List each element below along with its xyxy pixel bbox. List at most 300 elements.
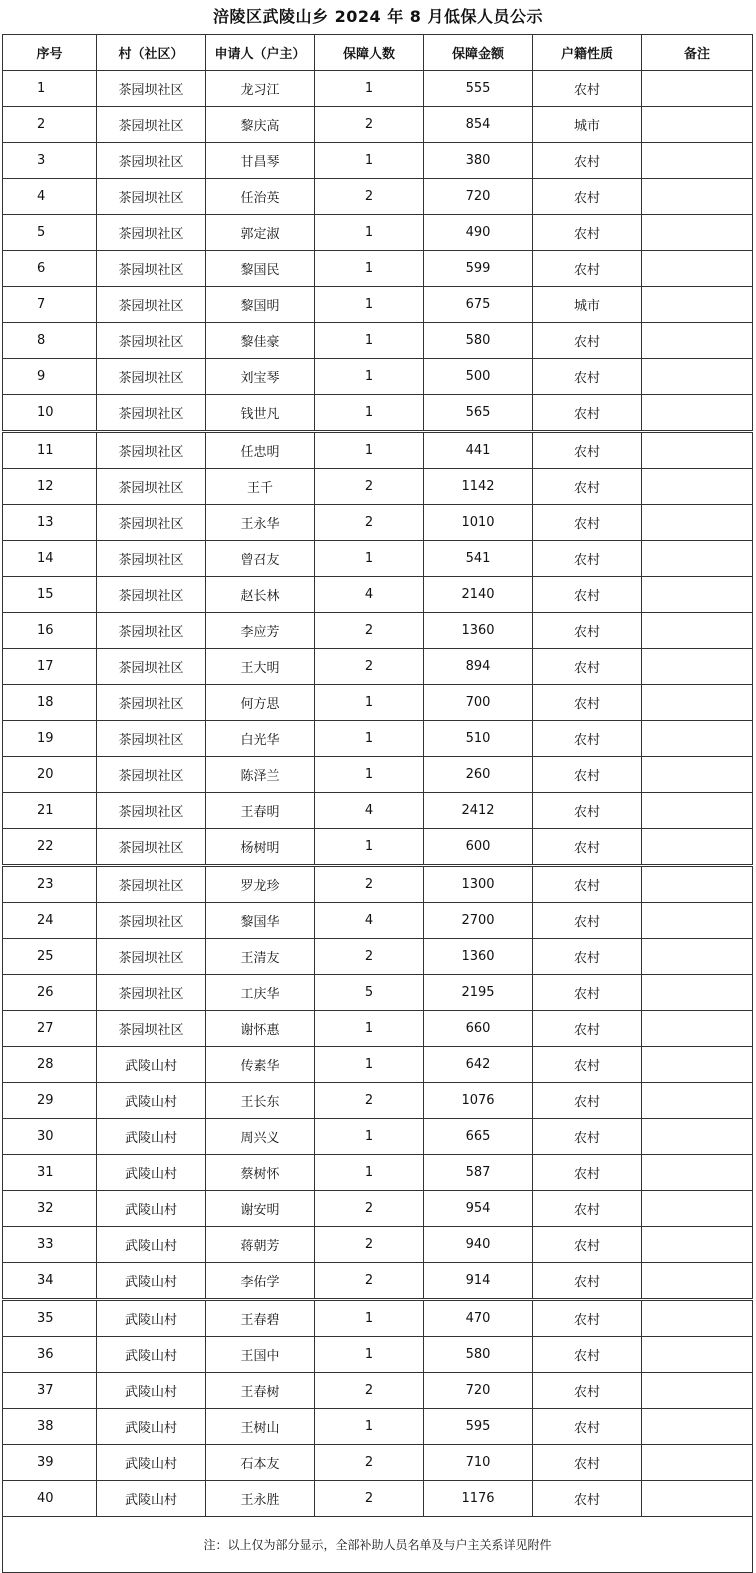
- cell-people-count: 1: [315, 359, 424, 395]
- cell-amount: 940: [424, 1227, 533, 1263]
- table-row: [3, 939, 753, 975]
- cell-village: 茶园坝社区: [97, 251, 206, 287]
- cell-residence-type: 农村: [533, 469, 642, 505]
- cell-amount: 914: [424, 1263, 533, 1300]
- cell-people-count: 2: [315, 1083, 424, 1119]
- cell-seq: 16: [3, 613, 97, 649]
- cell-amount: 599: [424, 251, 533, 287]
- cell-remarks: [642, 1481, 753, 1517]
- cell-people-count: 1: [315, 251, 424, 287]
- cell-amount: 470: [424, 1300, 533, 1337]
- cell-seq: 12: [3, 469, 97, 505]
- cell-remarks: [642, 215, 753, 251]
- cell-remarks: [642, 1373, 753, 1409]
- cell-people-count: 1: [315, 432, 424, 469]
- cell-remarks: [642, 649, 753, 685]
- cell-people-count: 2: [315, 1445, 424, 1481]
- cell-village: 茶园坝社区: [97, 1011, 206, 1047]
- cell-residence-type: 城市: [533, 107, 642, 143]
- table-row: [3, 1481, 753, 1517]
- header-village: 村（社区）: [97, 35, 206, 71]
- cell-remarks: [642, 1155, 753, 1191]
- cell-applicant: 甘昌琴: [206, 143, 315, 179]
- cell-remarks: [642, 903, 753, 939]
- cell-seq: 7: [3, 287, 97, 323]
- table-row: [3, 1445, 753, 1481]
- cell-seq: 28: [3, 1047, 97, 1083]
- table-row: [3, 1155, 753, 1191]
- cell-amount: 380: [424, 143, 533, 179]
- cell-residence-type: 农村: [533, 1373, 642, 1409]
- cell-applicant: 王树山: [206, 1409, 315, 1445]
- cell-seq: 37: [3, 1373, 97, 1409]
- cell-residence-type: 农村: [533, 577, 642, 613]
- table-row: [3, 577, 753, 613]
- cell-people-count: 1: [315, 323, 424, 359]
- cell-remarks: [642, 143, 753, 179]
- cell-residence-type: 农村: [533, 1263, 642, 1300]
- table-row: [3, 505, 753, 541]
- cell-applicant: 黎佳豪: [206, 323, 315, 359]
- cell-people-count: 4: [315, 577, 424, 613]
- cell-residence-type: 农村: [533, 359, 642, 395]
- cell-village: 茶园坝社区: [97, 975, 206, 1011]
- cell-people-count: 5: [315, 975, 424, 1011]
- cell-village: 武陵山村: [97, 1481, 206, 1517]
- cell-residence-type: 农村: [533, 903, 642, 939]
- cell-village: 茶园坝社区: [97, 505, 206, 541]
- cell-applicant: 黎国华: [206, 903, 315, 939]
- cell-residence-type: 农村: [533, 251, 642, 287]
- cell-amount: 2140: [424, 577, 533, 613]
- cell-seq: 6: [3, 251, 97, 287]
- cell-residence-type: 农村: [533, 215, 642, 251]
- cell-remarks: [642, 685, 753, 721]
- cell-remarks: [642, 1011, 753, 1047]
- cell-applicant: 传素华: [206, 1047, 315, 1083]
- cell-seq: 21: [3, 793, 97, 829]
- cell-residence-type: 农村: [533, 323, 642, 359]
- cell-village: 茶园坝社区: [97, 685, 206, 721]
- cell-seq: 2: [3, 107, 97, 143]
- cell-village: 茶园坝社区: [97, 215, 206, 251]
- cell-applicant: 陈泽兰: [206, 757, 315, 793]
- cell-applicant: 王春明: [206, 793, 315, 829]
- cell-residence-type: 农村: [533, 179, 642, 215]
- cell-people-count: 2: [315, 107, 424, 143]
- cell-applicant: 曾召友: [206, 541, 315, 577]
- cell-remarks: [642, 359, 753, 395]
- cell-amount: 1076: [424, 1083, 533, 1119]
- table-row: [3, 1300, 753, 1337]
- cell-residence-type: 农村: [533, 395, 642, 432]
- table-row: [3, 613, 753, 649]
- cell-village: 茶园坝社区: [97, 469, 206, 505]
- table-row: [3, 1191, 753, 1227]
- cell-people-count: 1: [315, 1047, 424, 1083]
- cell-amount: 894: [424, 649, 533, 685]
- cell-remarks: [642, 395, 753, 432]
- cell-residence-type: 农村: [533, 866, 642, 903]
- cell-people-count: 2: [315, 1191, 424, 1227]
- table-row: [3, 1227, 753, 1263]
- cell-applicant: 龙习江: [206, 71, 315, 107]
- table-row: [3, 251, 753, 287]
- cell-seq: 23: [3, 866, 97, 903]
- cell-village: 武陵山村: [97, 1119, 206, 1155]
- cell-village: 茶园坝社区: [97, 866, 206, 903]
- cell-village: 茶园坝社区: [97, 613, 206, 649]
- table-row: [3, 179, 753, 215]
- cell-people-count: 1: [315, 1337, 424, 1373]
- cell-applicant: 罗龙珍: [206, 866, 315, 903]
- cell-residence-type: 农村: [533, 975, 642, 1011]
- cell-residence-type: 农村: [533, 1337, 642, 1373]
- cell-amount: 441: [424, 432, 533, 469]
- table-row: [3, 1011, 753, 1047]
- cell-amount: 580: [424, 323, 533, 359]
- cell-seq: 30: [3, 1119, 97, 1155]
- cell-village: 茶园坝社区: [97, 323, 206, 359]
- cell-village: 茶园坝社区: [97, 793, 206, 829]
- note-row: [3, 1517, 753, 1573]
- cell-remarks: [642, 432, 753, 469]
- table-row: [3, 287, 753, 323]
- cell-people-count: 1: [315, 1409, 424, 1445]
- cell-remarks: [642, 469, 753, 505]
- cell-amount: 1142: [424, 469, 533, 505]
- cell-seq: 5: [3, 215, 97, 251]
- cell-amount: 510: [424, 721, 533, 757]
- cell-people-count: 2: [315, 939, 424, 975]
- cell-village: 茶园坝社区: [97, 541, 206, 577]
- cell-seq: 25: [3, 939, 97, 975]
- cell-people-count: 4: [315, 903, 424, 939]
- cell-village: 茶园坝社区: [97, 395, 206, 432]
- cell-applicant: 谢安明: [206, 1191, 315, 1227]
- cell-seq: 18: [3, 685, 97, 721]
- cell-applicant: 王大明: [206, 649, 315, 685]
- cell-seq: 3: [3, 143, 97, 179]
- cell-village: 茶园坝社区: [97, 287, 206, 323]
- cell-residence-type: 农村: [533, 1481, 642, 1517]
- cell-amount: 1010: [424, 505, 533, 541]
- cell-amount: 665: [424, 1119, 533, 1155]
- table-row: [3, 721, 753, 757]
- cell-village: 茶园坝社区: [97, 179, 206, 215]
- cell-seq: 17: [3, 649, 97, 685]
- cell-remarks: [642, 757, 753, 793]
- cell-seq: 9: [3, 359, 97, 395]
- cell-village: 茶园坝社区: [97, 939, 206, 975]
- cell-seq: 31: [3, 1155, 97, 1191]
- cell-residence-type: 农村: [533, 649, 642, 685]
- cell-residence-type: 农村: [533, 793, 642, 829]
- cell-people-count: 1: [315, 721, 424, 757]
- cell-residence-type: 农村: [533, 829, 642, 866]
- cell-amount: 720: [424, 179, 533, 215]
- cell-residence-type: 农村: [533, 1155, 642, 1191]
- cell-applicant: 李应芳: [206, 613, 315, 649]
- table-row: [3, 1263, 753, 1300]
- cell-amount: 720: [424, 1373, 533, 1409]
- cell-village: 茶园坝社区: [97, 432, 206, 469]
- cell-applicant: 王长东: [206, 1083, 315, 1119]
- cell-people-count: 2: [315, 649, 424, 685]
- cell-village: 武陵山村: [97, 1155, 206, 1191]
- table-row: [3, 757, 753, 793]
- cell-seq: 13: [3, 505, 97, 541]
- cell-amount: 710: [424, 1445, 533, 1481]
- cell-residence-type: 农村: [533, 71, 642, 107]
- header-amount: 保障金额: [424, 35, 533, 71]
- cell-residence-type: 农村: [533, 685, 642, 721]
- table-row: [3, 1409, 753, 1445]
- cell-people-count: 1: [315, 1011, 424, 1047]
- cell-people-count: 2: [315, 469, 424, 505]
- cell-amount: 595: [424, 1409, 533, 1445]
- cell-amount: 2195: [424, 975, 533, 1011]
- cell-people-count: 2: [315, 613, 424, 649]
- cell-village: 武陵山村: [97, 1445, 206, 1481]
- cell-amount: 1176: [424, 1481, 533, 1517]
- cell-seq: 36: [3, 1337, 97, 1373]
- cell-residence-type: 农村: [533, 143, 642, 179]
- cell-applicant: 蒋朝芳: [206, 1227, 315, 1263]
- cell-village: 武陵山村: [97, 1337, 206, 1373]
- table-row: [3, 866, 753, 903]
- table-row: [3, 143, 753, 179]
- cell-amount: 660: [424, 1011, 533, 1047]
- cell-applicant: 王清友: [206, 939, 315, 975]
- cell-applicant: 任治英: [206, 179, 315, 215]
- document-title: 涪陵区武陵山乡 2024 年 8 月低保人员公示: [213, 7, 543, 26]
- cell-remarks: [642, 1119, 753, 1155]
- cell-remarks: [642, 1409, 753, 1445]
- cell-village: 茶园坝社区: [97, 829, 206, 866]
- footnote: 注：以上仅为部分显示，全部补助人员名单及与户主关系详见附件: [3, 1517, 753, 1573]
- cell-remarks: [642, 1227, 753, 1263]
- cell-seq: 39: [3, 1445, 97, 1481]
- cell-seq: 38: [3, 1409, 97, 1445]
- table-row: [3, 323, 753, 359]
- cell-seq: 20: [3, 757, 97, 793]
- cell-people-count: 2: [315, 866, 424, 903]
- cell-applicant: 王永胜: [206, 1481, 315, 1517]
- cell-remarks: [642, 829, 753, 866]
- cell-amount: 541: [424, 541, 533, 577]
- table-header-row: [3, 35, 753, 71]
- cell-residence-type: 农村: [533, 1445, 642, 1481]
- cell-residence-type: 农村: [533, 939, 642, 975]
- table-row: [3, 432, 753, 469]
- cell-remarks: [642, 1337, 753, 1373]
- cell-remarks: [642, 1263, 753, 1300]
- cell-people-count: 2: [315, 1263, 424, 1300]
- cell-applicant: 刘宝琴: [206, 359, 315, 395]
- cell-village: 茶园坝社区: [97, 577, 206, 613]
- cell-seq: 32: [3, 1191, 97, 1227]
- cell-seq: 29: [3, 1083, 97, 1119]
- cell-amount: 1360: [424, 939, 533, 975]
- cell-village: 武陵山村: [97, 1263, 206, 1300]
- table-row: [3, 793, 753, 829]
- cell-amount: 490: [424, 215, 533, 251]
- cell-residence-type: 农村: [533, 541, 642, 577]
- table-row: [3, 903, 753, 939]
- table-row: [3, 1083, 753, 1119]
- cell-seq: 33: [3, 1227, 97, 1263]
- table-row: [3, 469, 753, 505]
- cell-remarks: [642, 793, 753, 829]
- cell-remarks: [642, 577, 753, 613]
- cell-applicant: 黎国明: [206, 287, 315, 323]
- cell-amount: 675: [424, 287, 533, 323]
- cell-amount: 565: [424, 395, 533, 432]
- cell-amount: 600: [424, 829, 533, 866]
- table-row: [3, 649, 753, 685]
- cell-remarks: [642, 541, 753, 577]
- cell-applicant: 谢怀惠: [206, 1011, 315, 1047]
- cell-amount: 500: [424, 359, 533, 395]
- cell-people-count: 2: [315, 1227, 424, 1263]
- table-row: [3, 1337, 753, 1373]
- cell-people-count: 1: [315, 685, 424, 721]
- cell-applicant: 王永华: [206, 505, 315, 541]
- table-row: [3, 1047, 753, 1083]
- cell-amount: 1360: [424, 613, 533, 649]
- cell-people-count: 1: [315, 143, 424, 179]
- table-row: [3, 1119, 753, 1155]
- cell-applicant: 石本友: [206, 1445, 315, 1481]
- cell-residence-type: 农村: [533, 1409, 642, 1445]
- cell-remarks: [642, 287, 753, 323]
- cell-village: 武陵山村: [97, 1191, 206, 1227]
- cell-seq: 8: [3, 323, 97, 359]
- cell-seq: 40: [3, 1481, 97, 1517]
- table-row: [3, 975, 753, 1011]
- cell-applicant: 工庆华: [206, 975, 315, 1011]
- cell-amount: 2412: [424, 793, 533, 829]
- cell-amount: 2700: [424, 903, 533, 939]
- cell-applicant: 钱世凡: [206, 395, 315, 432]
- cell-seq: 15: [3, 577, 97, 613]
- cell-applicant: 黎国民: [206, 251, 315, 287]
- cell-people-count: 1: [315, 71, 424, 107]
- cell-village: 武陵山村: [97, 1047, 206, 1083]
- cell-village: 武陵山村: [97, 1083, 206, 1119]
- cell-amount: 854: [424, 107, 533, 143]
- header-residence-type: 户籍性质: [533, 35, 642, 71]
- subsidy-table: [2, 34, 753, 1573]
- cell-applicant: 周兴义: [206, 1119, 315, 1155]
- cell-applicant: 黎庆高: [206, 107, 315, 143]
- cell-remarks: [642, 505, 753, 541]
- cell-residence-type: 城市: [533, 287, 642, 323]
- cell-people-count: 1: [315, 1155, 424, 1191]
- cell-applicant: 王国中: [206, 1337, 315, 1373]
- cell-amount: 260: [424, 757, 533, 793]
- cell-remarks: [642, 107, 753, 143]
- table-body: [3, 71, 753, 1517]
- cell-amount: 642: [424, 1047, 533, 1083]
- cell-people-count: 1: [315, 215, 424, 251]
- cell-people-count: 2: [315, 179, 424, 215]
- header-seq: 序号: [3, 35, 97, 71]
- cell-residence-type: 农村: [533, 613, 642, 649]
- cell-village: 武陵山村: [97, 1300, 206, 1337]
- cell-seq: 26: [3, 975, 97, 1011]
- table-row: [3, 829, 753, 866]
- cell-people-count: 2: [315, 1373, 424, 1409]
- cell-applicant: 任忠明: [206, 432, 315, 469]
- cell-village: 茶园坝社区: [97, 359, 206, 395]
- cell-residence-type: 农村: [533, 505, 642, 541]
- cell-applicant: 赵长林: [206, 577, 315, 613]
- table-row: [3, 1373, 753, 1409]
- cell-residence-type: 农村: [533, 1047, 642, 1083]
- cell-residence-type: 农村: [533, 1300, 642, 1337]
- cell-applicant: 蔡树怀: [206, 1155, 315, 1191]
- cell-remarks: [642, 251, 753, 287]
- table-row: [3, 359, 753, 395]
- cell-people-count: 1: [315, 1300, 424, 1337]
- cell-people-count: 4: [315, 793, 424, 829]
- cell-remarks: [642, 323, 753, 359]
- cell-residence-type: 农村: [533, 1227, 642, 1263]
- cell-village: 武陵山村: [97, 1227, 206, 1263]
- cell-amount: 954: [424, 1191, 533, 1227]
- cell-remarks: [642, 613, 753, 649]
- cell-remarks: [642, 1445, 753, 1481]
- cell-people-count: 1: [315, 1119, 424, 1155]
- cell-applicant: 王春树: [206, 1373, 315, 1409]
- cell-village: 茶园坝社区: [97, 107, 206, 143]
- cell-residence-type: 农村: [533, 1119, 642, 1155]
- cell-seq: 22: [3, 829, 97, 866]
- cell-amount: 700: [424, 685, 533, 721]
- cell-village: 武陵山村: [97, 1373, 206, 1409]
- table-row: [3, 107, 753, 143]
- cell-residence-type: 农村: [533, 721, 642, 757]
- cell-seq: 35: [3, 1300, 97, 1337]
- cell-remarks: [642, 1083, 753, 1119]
- cell-residence-type: 农村: [533, 1083, 642, 1119]
- table-row: [3, 215, 753, 251]
- cell-seq: 10: [3, 395, 97, 432]
- cell-applicant: 王春碧: [206, 1300, 315, 1337]
- cell-village: 茶园坝社区: [97, 71, 206, 107]
- cell-people-count: 2: [315, 1481, 424, 1517]
- cell-village: 茶园坝社区: [97, 903, 206, 939]
- cell-remarks: [642, 975, 753, 1011]
- cell-applicant: 郭定淑: [206, 215, 315, 251]
- cell-amount: 587: [424, 1155, 533, 1191]
- table-row: [3, 541, 753, 577]
- cell-remarks: [642, 866, 753, 903]
- cell-remarks: [642, 1191, 753, 1227]
- cell-seq: 34: [3, 1263, 97, 1300]
- cell-amount: 555: [424, 71, 533, 107]
- cell-applicant: 李佑学: [206, 1263, 315, 1300]
- header-applicant: 申请人（户主）: [206, 35, 315, 71]
- cell-village: 茶园坝社区: [97, 143, 206, 179]
- table-row: [3, 685, 753, 721]
- cell-residence-type: 农村: [533, 1191, 642, 1227]
- cell-village: 茶园坝社区: [97, 757, 206, 793]
- table-row: [3, 71, 753, 107]
- cell-residence-type: 农村: [533, 1011, 642, 1047]
